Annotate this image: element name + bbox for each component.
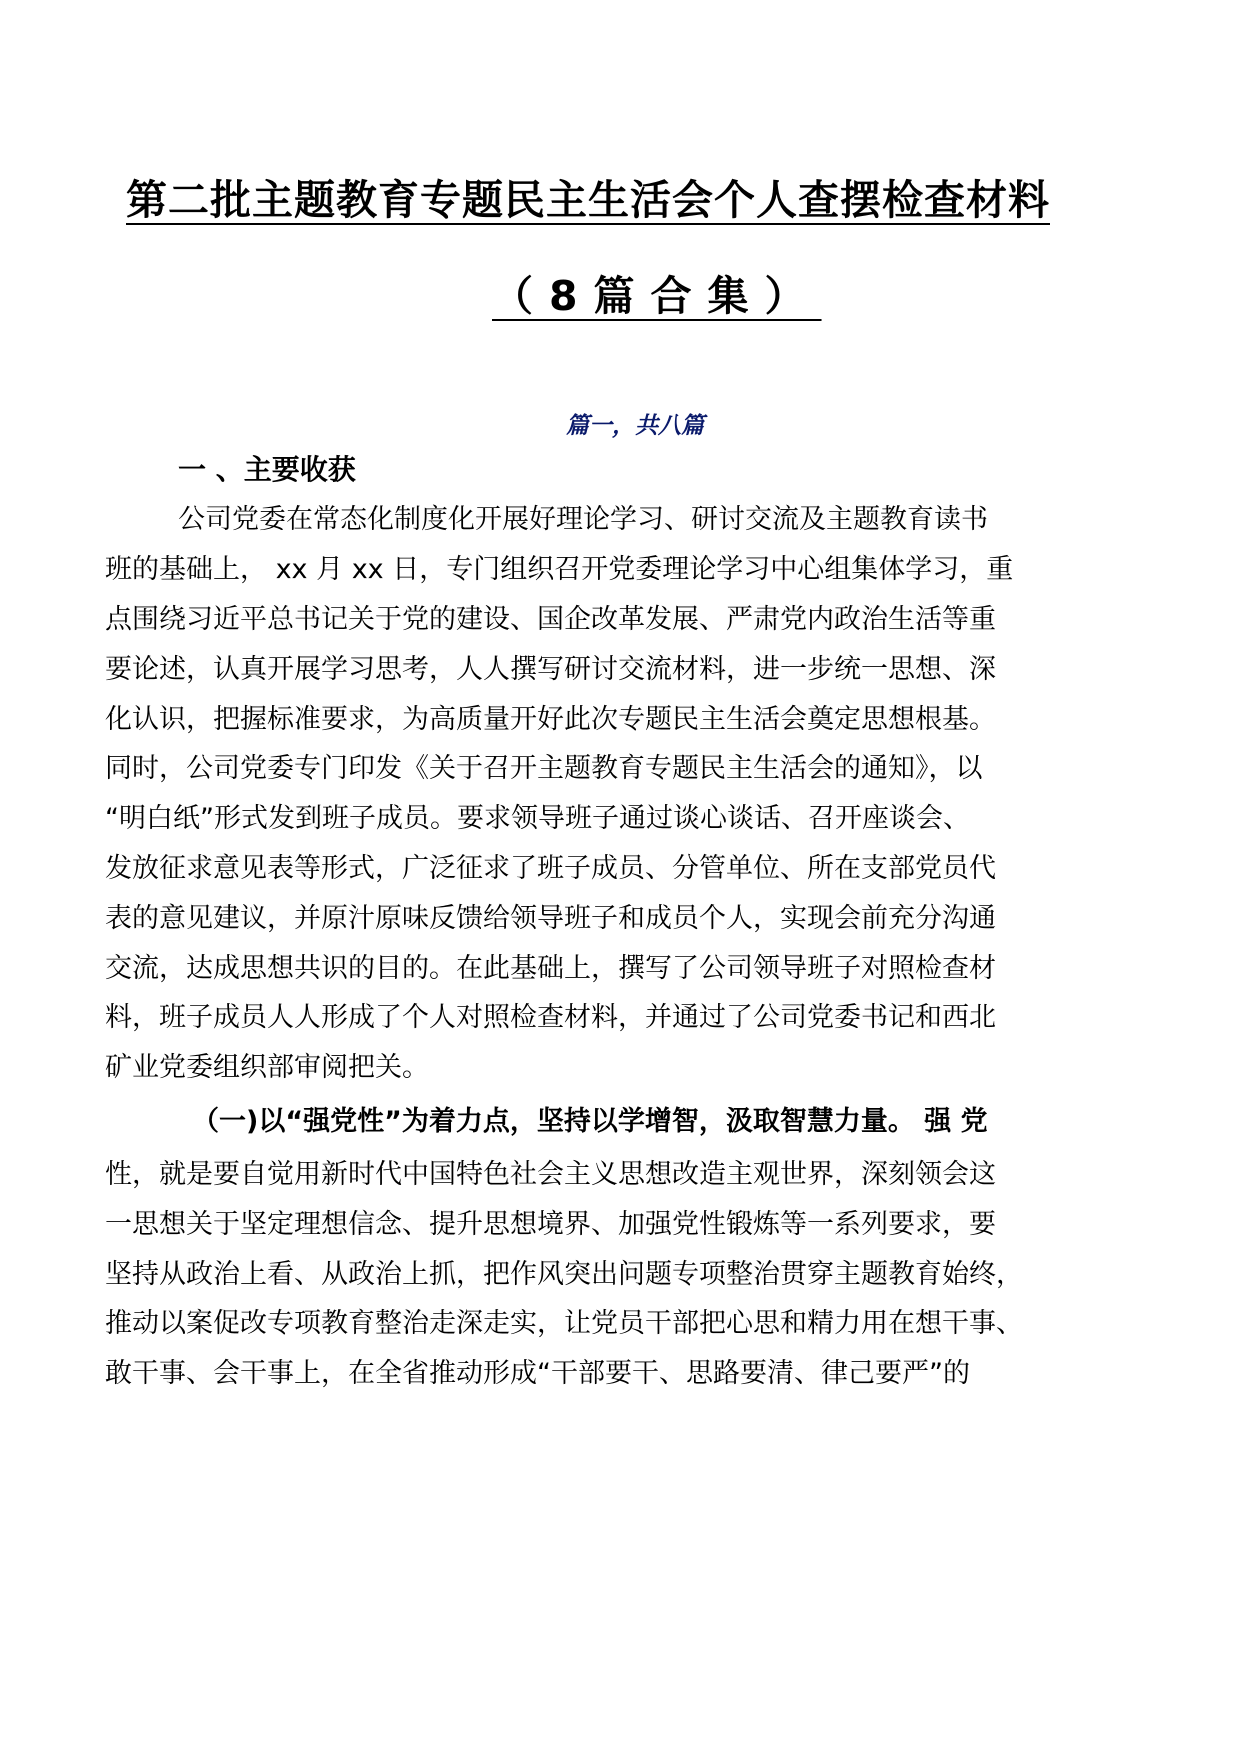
paragraph-line: 表的意见建议，并原汁原味反馈给领导班子和成员个人，实现会前充分沟通 [105, 903, 996, 934]
paragraph-line: 公司党委在常态化制度化开展好理论学习、研讨交流及主题教育读书 [178, 504, 988, 535]
paragraph-line: 班的基础上， xx 月 xx 日，专门组织召开党委理论学习中心组集体学习，重 [105, 554, 1014, 585]
paragraph-line: 料，班子成员人人形成了个人对照检查材料，并通过了公司党委书记和西北 [105, 1002, 996, 1033]
paragraph-line: 性，就是要自觉用新时代中国特色社会主义思想改造主观世界，深刻领会这 [105, 1159, 996, 1190]
subsection-lead: （一)以“强党性”为着力点，坚持以学增智，汲取智慧力量。 强 党 [192, 1106, 988, 1137]
paragraph-line: 化认识，把握标准要求，为高质量开好此次专题民主生活会奠定思想根基。 [105, 704, 996, 735]
document-title-line-2: （8篇合集） [492, 272, 822, 320]
document-title-line-1: 第二批主题教育专题民主生活会个人查摆检查材料 [126, 176, 1050, 224]
paragraph-line: 敢干事、会干事上，在全省推动形成“干部要干、思路要清、律己要严”的 [105, 1358, 970, 1389]
paragraph-line: 矿业党委组织部审阅把关。 [105, 1052, 429, 1083]
paragraph-line: 一思想关于坚定理想信念、提升思想境界、加强党性锻炼等一系列要求，要 [105, 1209, 996, 1240]
paragraph-line: 坚持从政治上看、从政治上抓，把作风突出问题专项整治贯穿主题教育始终， [105, 1259, 1023, 1290]
paragraph-line: 要论述，认真开展学习思考，人人撰写研讨交流材料，进一步统一思想、深 [105, 654, 996, 685]
section-heading: 一 、主要收获 [178, 453, 356, 486]
paragraph-line: 点围绕习近平总书记关于党的建设、国企改革发展、严肃党内政治生活等重 [105, 604, 996, 635]
section-label: 篇一，共八篇 [566, 412, 704, 439]
paragraph-line: 同时，公司党委专门印发《关于召开主题教育专题民主生活会的通知》，以 [105, 753, 983, 784]
paragraph-line: 交流，达成思想共识的目的。在此基础上，撰写了公司领导班子对照检查材 [105, 953, 996, 984]
paragraph-line: 发放征求意见表等形式，广泛征求了班子成员、分管单位、所在支部党员代 [105, 853, 996, 884]
paragraph-line: “明白纸”形式发到班子成员。要求领导班子通过谈心谈话、召开座谈会、 [105, 803, 970, 834]
paragraph-line: 推动以案促改专项教育整治走深走实，让党员干部把心思和精力用在想干事、 [105, 1308, 1023, 1339]
